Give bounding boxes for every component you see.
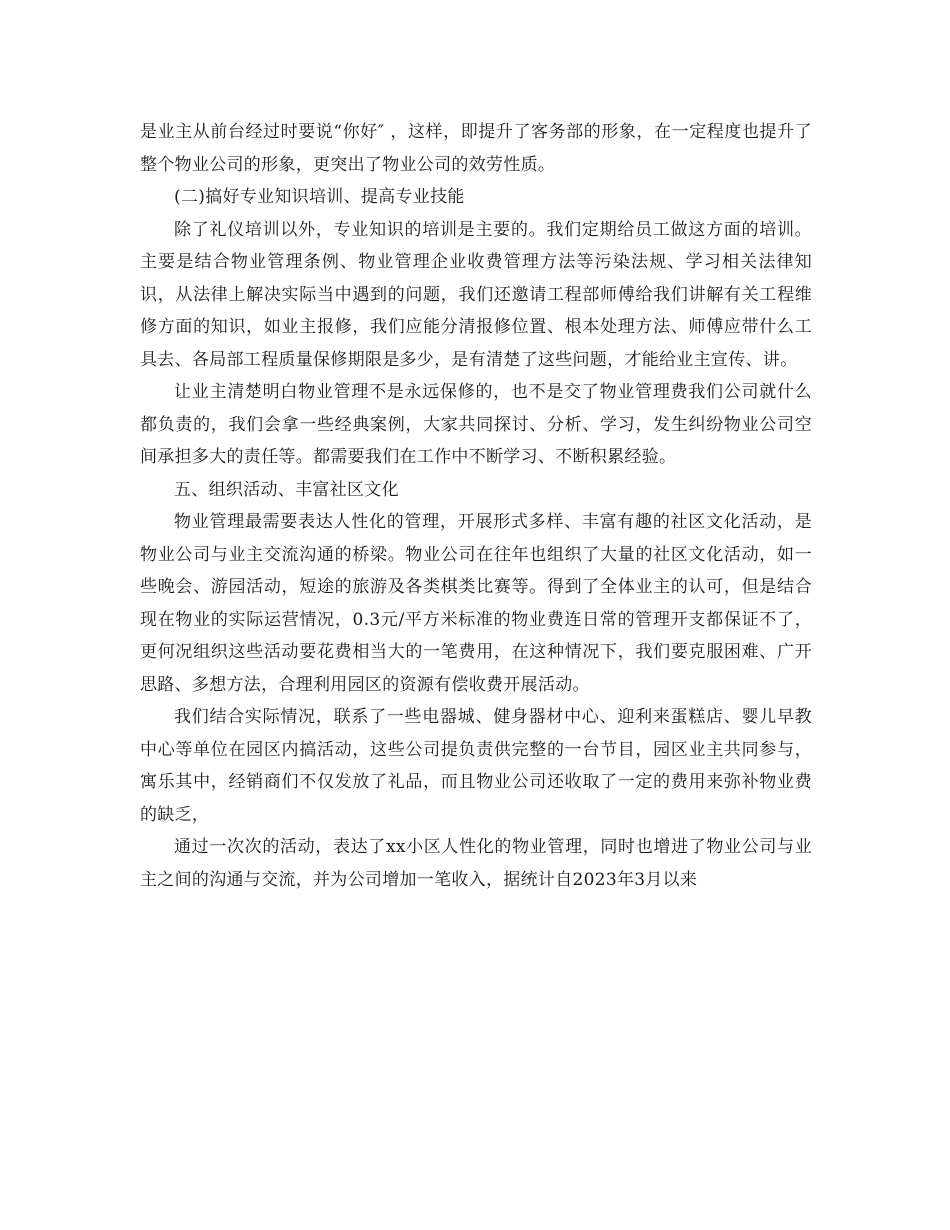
paragraph-community-culture: 物业管理最需要表达人性化的管理，开展形式多样、丰富有趣的社区文化活动，是物业公司与业主交流沟通的桥梁。物业公司在往年也组织了大量的社区文化活动，如一些晚会、游园活动，短途的旅游及各类棋类比赛等。得到了全体业主的认可，但是结合现在物业的实际运营情况，0.3元/平方米标准的物业费连日常的管理开支都保证不了，更何况组织这些活动要花费相当大的一笔费用，在这种情况下，我们要克服困难、广开思路、多想方法，合理利用园区的资源有偿收费开展活动。 — [140, 512, 812, 695]
paragraph-professional-training: 除了礼仪培训以外，专业知识的培训是主要的。我们定期给员工做这方面的培训。主要是结合物业管理条例、物业管理企业收费管理方法等污染法规、学习相关法律知识，从法律上解决实际当中遇到的问题，我们还邀请工程部师傅给我们讲解有关工程维修方面的知识，如业主报修，我们应能分清报修位置、根本处理方法、师傅应带什么工具去、各局部工程质量保修期限是多少，是有清楚了这些问题，才能给业主宣传、讲。 — [140, 219, 812, 370]
paragraph-activity-results: 通过一次次的活动，表达了xx小区人性化的物业管理，同时也增进了物业公司与业主之间的沟通与交流，并为公司增加一笔收入，据统计自2023年3月以来 — [140, 837, 812, 890]
section-heading-community-activities: 五、组织活动、丰富社区文化 — [174, 479, 399, 500]
paragraph-partner-activities: 我们结合实际情况，联系了一些电器城、健身器材中心、迎利来蛋糕店、婴儿早教中心等单位在园区内搞活动，这些公司提负责供完整的一台节目，园区业主共同参与，寓乐其中，经销商们不仅发放了礼品，而且物业公司还收取了一定的费用来弥补物业费的缺乏， — [140, 707, 812, 825]
section-heading-professional-training: (二)搞好专业知识培训、提高专业技能 — [174, 187, 465, 207]
document-body — [140, 116, 812, 896]
paragraph-owner-understanding: 让业主清楚明白物业管理不是永远保修的，也不是交了物业管理费我们公司就什么都负责的，我们会拿一些经典案例，大家共同探讨、分析、学习，发生纠纷物业公司空间承担多大的责任等。都需要我们在工作中不断学习、不断积累经验。 — [140, 382, 812, 467]
paragraph-continuation: 是业主从前台经过时要说“你好″ ，这样，即提升了客务部的形象，在一定程度也提升了整个物业公司的形象，更突出了物业公司的效劳性质。 — [140, 122, 812, 175]
